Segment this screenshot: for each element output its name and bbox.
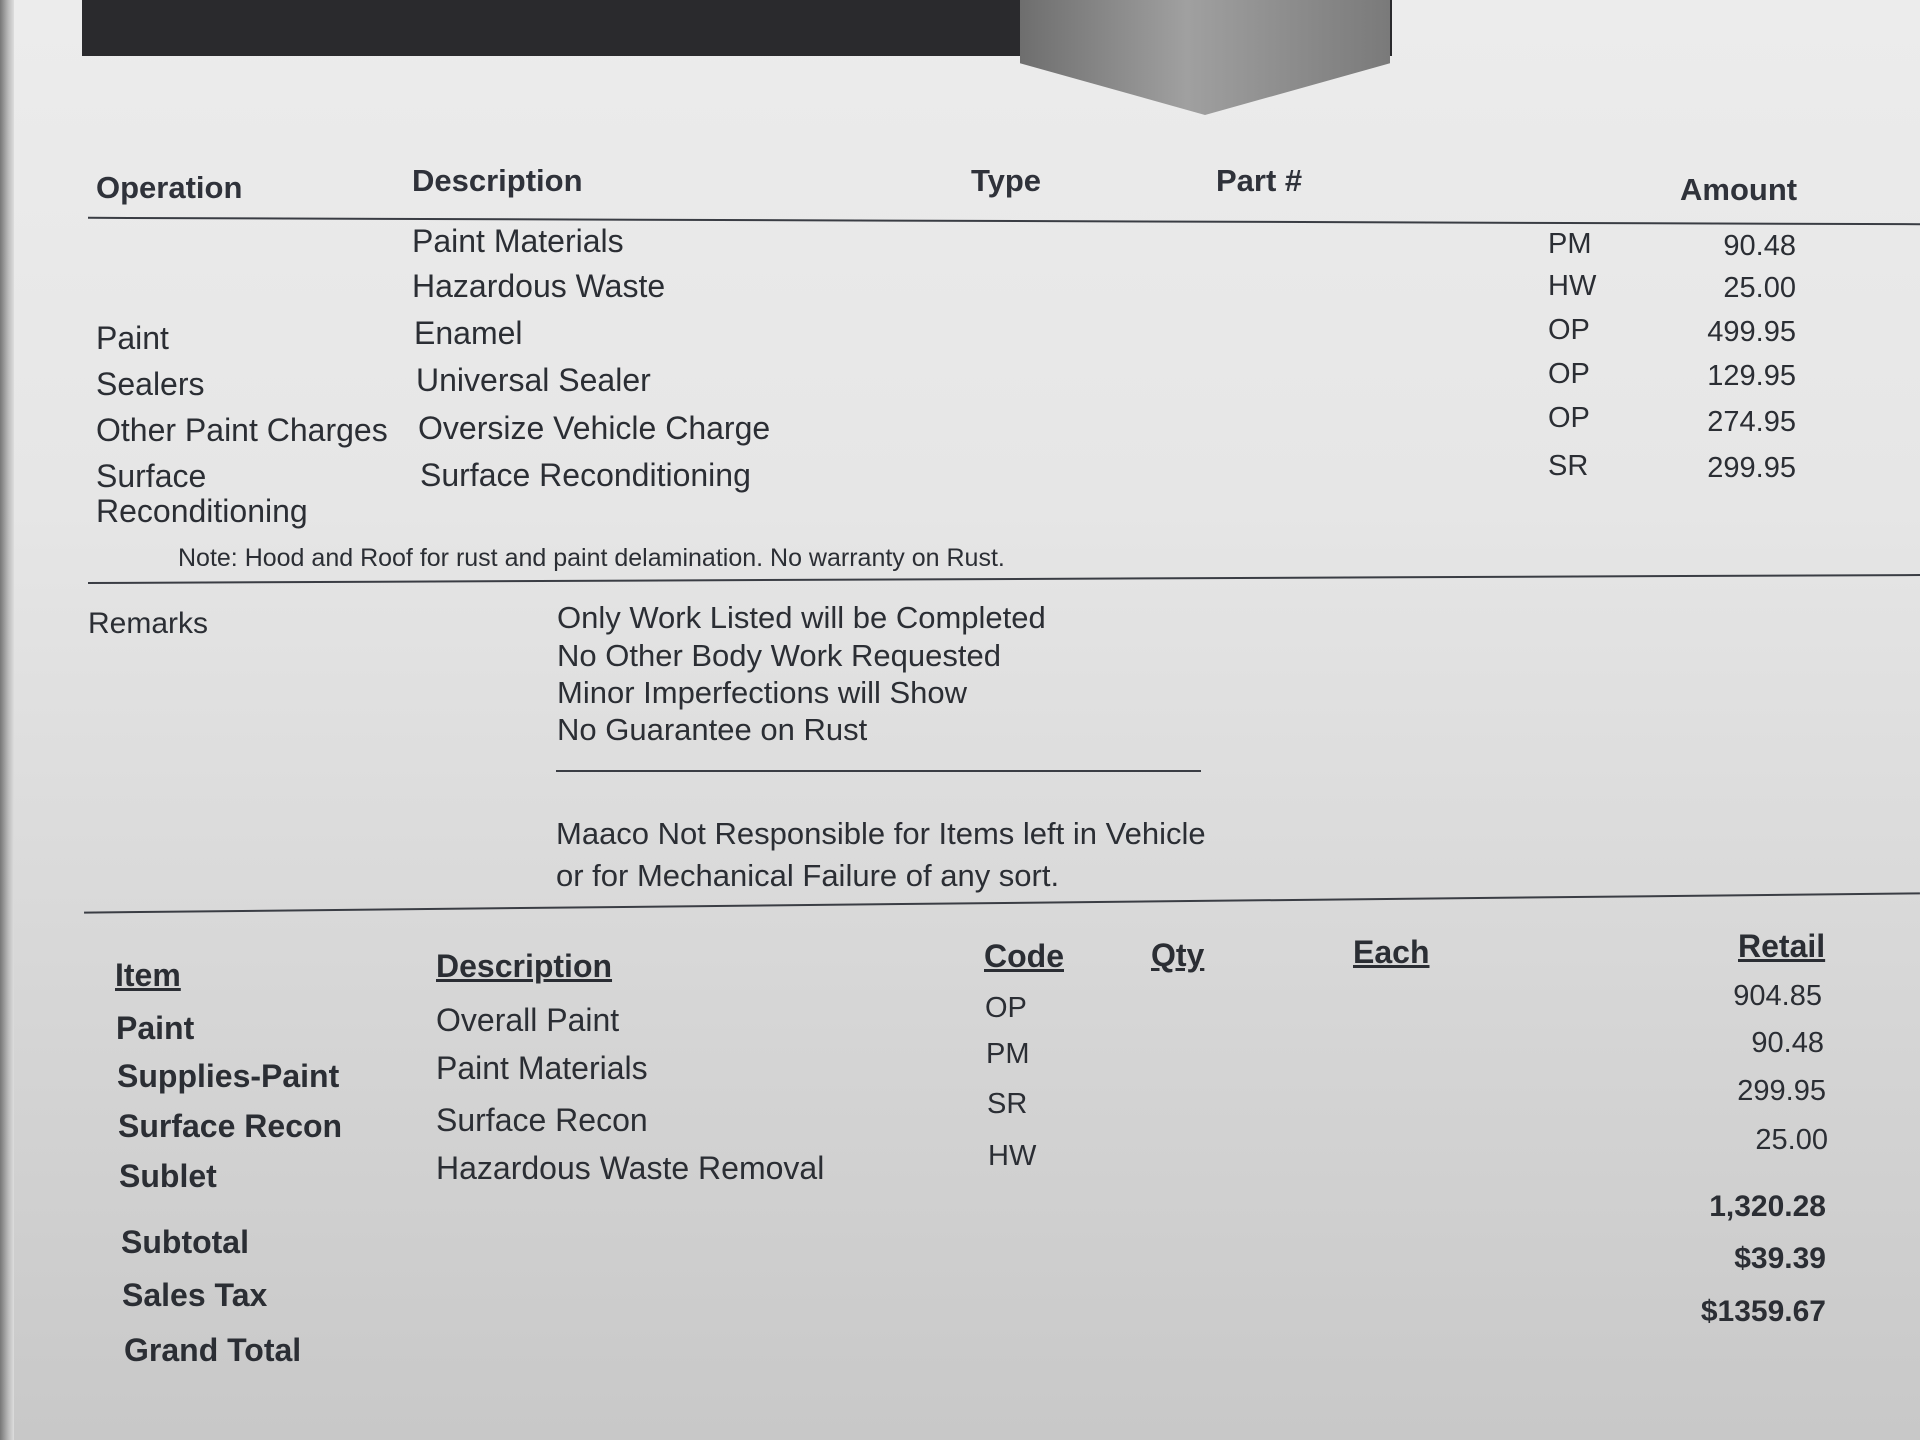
header-description: Description [412, 163, 583, 198]
header-retail: Retail [1738, 928, 1826, 964]
row-type-code: OP [1548, 358, 1590, 390]
row-description: Paint Materials [412, 223, 624, 259]
item-description: Overall Paint [436, 1002, 620, 1038]
grand-total-label: Grand Total [124, 1332, 302, 1368]
item-label: Surface Recon [118, 1108, 343, 1144]
item-retail: 90.48 [1751, 1027, 1824, 1059]
item-retail: 904.85 [1733, 980, 1822, 1012]
row-type-code: OP [1548, 314, 1590, 346]
rust-note: Note: Hood and Roof for rust and paint delamination. No warranty on Rust. [178, 544, 1005, 572]
item-label: Paint [116, 1010, 195, 1046]
row-type-code: PM [1548, 228, 1592, 260]
subtotal-value: 1,320.28 [1709, 1190, 1826, 1223]
header-qty: Qty [1151, 937, 1205, 973]
sales-tax-label: Sales Tax [122, 1277, 268, 1313]
row-description: Surface Reconditioning [420, 457, 751, 493]
row-description: Enamel [414, 315, 523, 351]
remark-line: No Other Body Work Requested [557, 638, 1001, 673]
subtotal-label: Subtotal [121, 1224, 249, 1260]
header-amount: Amount [1680, 172, 1798, 207]
row-operation: Surface [96, 458, 207, 494]
grand-total-value: $1359.67 [1700, 1295, 1826, 1328]
item-code: HW [988, 1140, 1037, 1172]
row-type-code: OP [1548, 402, 1590, 434]
header-item: Item [115, 957, 181, 993]
remarks-label: Remarks [88, 607, 209, 640]
item-code: SR [987, 1088, 1028, 1120]
item-label: Supplies-Paint [117, 1058, 340, 1094]
header-type: Type [971, 163, 1042, 198]
header-description: Description [436, 948, 613, 984]
remark-line: Minor Imperfections will Show [557, 675, 968, 710]
row-description: Hazardous Waste [412, 268, 666, 304]
header-each: Each [1353, 934, 1430, 970]
row-operation: Paint [96, 320, 169, 356]
item-description: Paint Materials [436, 1050, 648, 1086]
row-amount: 299.95 [1707, 452, 1796, 484]
row-amount: 129.95 [1707, 360, 1796, 392]
row-operation: Other Paint Charges [96, 412, 388, 448]
header-part-number: Part # [1216, 163, 1303, 198]
header-code: Code [984, 938, 1064, 974]
row-operation-line2: Reconditioning [96, 493, 308, 529]
row-amount: 25.00 [1723, 272, 1796, 304]
disclaimer-line: Maaco Not Responsible for Items left in Vehicle [556, 816, 1206, 851]
row-amount: 90.48 [1723, 230, 1796, 262]
row-description: Universal Sealer [416, 362, 651, 398]
disclaimer-line: or for Mechanical Failure of any sort. [556, 858, 1060, 893]
remark-line: No Guarantee on Rust [557, 712, 868, 747]
row-operation: Sealers [96, 366, 205, 402]
row-amount: 499.95 [1707, 316, 1796, 348]
remark-line: Only Work Listed will be Completed [557, 600, 1046, 635]
item-code: PM [986, 1038, 1030, 1070]
item-retail: 299.95 [1737, 1075, 1826, 1107]
header-operation: Operation [96, 170, 243, 205]
page-edge-shadow [0, 0, 14, 1440]
remarks-underline [556, 770, 1201, 772]
row-amount: 274.95 [1707, 406, 1796, 438]
item-description: Surface Recon [436, 1102, 648, 1138]
item-code: OP [985, 992, 1027, 1024]
item-retail: 25.00 [1755, 1124, 1828, 1156]
row-type-code: HW [1548, 270, 1597, 302]
row-type-code: SR [1548, 450, 1589, 482]
row-description: Oversize Vehicle Charge [418, 410, 771, 446]
item-label: Sublet [119, 1158, 217, 1194]
estimate-page [14, 0, 1920, 1440]
sales-tax-value: $39.39 [1734, 1242, 1826, 1275]
item-description: Hazardous Waste Removal [436, 1150, 825, 1186]
